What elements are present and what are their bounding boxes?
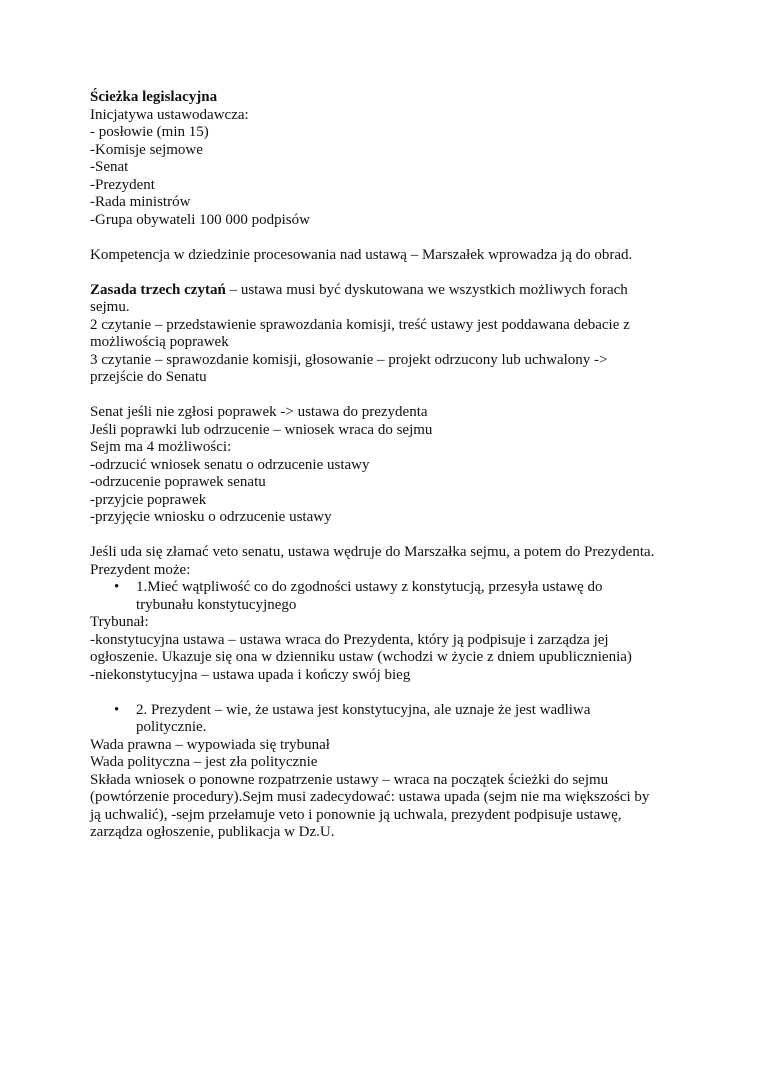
initiative-item: - posłowie (min 15): [90, 124, 209, 140]
paragraph-gap: [90, 527, 680, 545]
tribunal-line: -konstytucyjna ustawa – ustawa wraca do Prezydenta, który ją podpisuje i zarządza jej: [90, 631, 609, 648]
three-readings-term: Zasada trzech czytań: [90, 281, 226, 298]
defect-line: Wada prawna – wypowiada się trybunał: [90, 736, 330, 753]
defect-line: Wada polityczna – jest zła politycznie: [90, 754, 318, 770]
paragraph-gap: [90, 264, 680, 282]
reading-line: przejście do Senatu: [90, 369, 207, 385]
veto-line: Prezydent może:: [90, 561, 191, 578]
defect-line: ją uchwalić), -sejm przełamuje veto i ponownie ją uchwala, prezydent podpisuje ustawę,: [90, 806, 622, 823]
senate-line: -odrzucenie poprawek senatu: [90, 474, 266, 490]
paragraph-gap: [90, 229, 680, 247]
senate-line: Senat jeśli nie zgłosi poprawek -> ustawa do prezydenta: [90, 404, 428, 420]
initiative-item: -Senat: [90, 159, 129, 175]
bullet-item: [90, 579, 680, 614]
senate-line: -przyjęcie wniosku o odrzucenie ustawy: [90, 509, 332, 525]
bullet-item: [90, 702, 680, 737]
bullet-icon: •: [114, 701, 120, 718]
senate-line: -odrzucić wniosek senatu o odrzucenie ustawy: [90, 456, 370, 473]
document-page: [90, 89, 680, 842]
tribunal-line: Trybunał:: [90, 614, 149, 630]
tribunal-line: -niekonstytucyjna – ustawa upada i kończy swój bieg: [90, 666, 411, 683]
bullet-icon: •: [114, 579, 120, 595]
defect-line: (powtórzenie procedury).Sejm musi zadecydować: ustawa upada (sejm nie ma większości by: [90, 789, 650, 805]
senate-line: Jeśli poprawki lub odrzucenie – wniosek wraca do sejmu: [90, 421, 433, 438]
reading-line: 2 czytanie – przedstawienie sprawozdania komisji, treść ustawy jest poddawana debacie z: [90, 316, 630, 333]
veto-line: Jeśli uda się złamać veto senatu, ustawa wędruje do Marszałka sejmu, a potem do Prezydenta.: [90, 544, 655, 560]
senate-line: Sejm ma 4 możliwości:: [90, 439, 232, 455]
page-title: Ścieżka legislacyjna: [90, 89, 218, 105]
initiative-item: -Rada ministrów: [90, 194, 191, 210]
paragraph-gap: [90, 684, 680, 702]
initiative-item: -Prezydent: [90, 176, 155, 193]
senate-line: -przyjcie poprawek: [90, 491, 207, 508]
reading-line: 3 czytanie – sprawozdanie komisji, głosowanie – projekt odrzucony lub uchwalony ->: [90, 351, 608, 368]
initiative-item: -Komisje sejmowe: [90, 141, 203, 158]
bullet-text: 2. Prezydent – wie, że ustawa jest konstytucyjna, ale uznaje że jest wadliwa: [136, 701, 591, 718]
bullet-text: 1.Mieć wątpliwość co do zgodności ustawy z konstytucją, przesyła ustawę do: [136, 579, 603, 595]
initiative-heading: Inicjatywa ustawodawcza:: [90, 106, 249, 123]
competence-paragraph: Kompetencja w dziedzinie procesowania nad ustawą – Marszałek wprowadza ją do obrad.: [90, 246, 633, 263]
paragraph-gap: [90, 387, 680, 405]
initiative-item: -Grupa obywateli 100 000 podpisów: [90, 211, 310, 228]
defect-line: zarządza ogłoszenie, publikacja w Dz.U.: [90, 824, 335, 840]
defect-line: Składa wniosek o ponowne rozpatrzenie ustawy – wraca na początek ścieżki do sejmu: [90, 771, 609, 788]
tribunal-line: ogłoszenie. Ukazuje się ona w dzienniku ustaw (wchodzi w życie z dniem upublicznienia): [90, 649, 632, 665]
three-readings-rest: – ustawa musi być dyskutowana we wszystkich możliwych forach: [225, 281, 628, 298]
bullet-text: politycznie.: [136, 719, 207, 735]
three-readings-line: sejmu.: [90, 299, 130, 315]
reading-line: możliwością poprawek: [90, 334, 229, 350]
bullet-text: trybunału konstytucyjnego: [136, 596, 297, 613]
three-readings-line: [90, 282, 680, 300]
